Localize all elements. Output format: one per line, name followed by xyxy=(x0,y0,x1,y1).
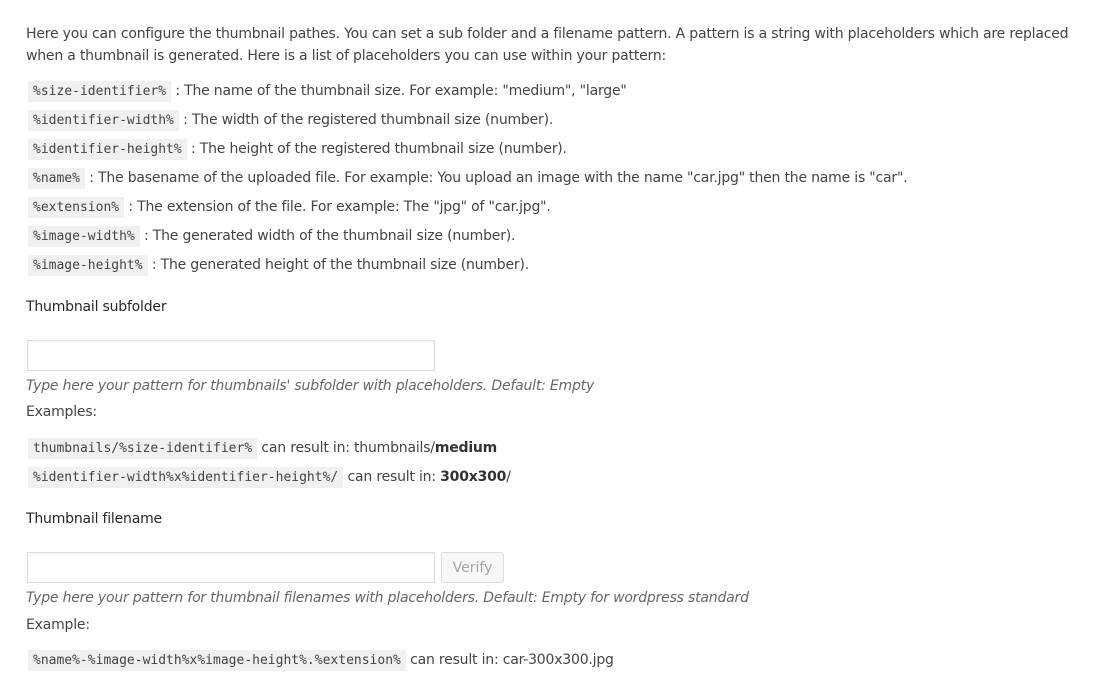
placeholder-description: : The name of the thumbnail size. For example: "medium", "large" xyxy=(175,83,627,99)
placeholder-row xyxy=(28,228,515,244)
placeholder-code: %extension% xyxy=(28,197,124,218)
placeholder-code: %identifier-height% xyxy=(28,139,187,160)
example-code: %identifier-width%x%identifier-height%/ xyxy=(28,467,343,488)
placeholder-row xyxy=(28,170,907,186)
subfolder-description: Type here your pattern for thumbnails' subfolder with placeholders. Default: Empty xyxy=(26,378,595,394)
placeholder-row xyxy=(28,112,553,128)
example-code: thumbnails/%size-identifier% xyxy=(28,438,257,459)
placeholder-description: : The generated width of the thumbnail size (number). xyxy=(144,228,516,244)
placeholder-row xyxy=(28,199,551,215)
example-suffix: / xyxy=(506,469,511,485)
example-prefix: can result in: thumbnails/ xyxy=(261,440,435,456)
placeholder-row xyxy=(28,83,627,99)
placeholder-code: %name% xyxy=(28,168,85,189)
example-result: medium xyxy=(434,440,498,456)
example-prefix: can result in: xyxy=(347,469,441,485)
placeholder-code: %identifier-width% xyxy=(28,110,179,131)
subfolder-examples-label: Examples: xyxy=(26,404,97,420)
subfolder-input[interactable] xyxy=(27,340,435,371)
verify-button[interactable]: Verify xyxy=(441,552,504,583)
filename-input[interactable] xyxy=(27,552,435,583)
filename-description: Type here your pattern for thumbnail filenames with placeholders. Default: Empty for wordpress standard xyxy=(26,590,749,606)
placeholder-code: %size-identifier% xyxy=(28,81,171,102)
placeholder-description: : The height of the registered thumbnail size (number). xyxy=(190,141,567,157)
placeholder-description: : The generated height of the thumbnail size (number). xyxy=(151,257,529,273)
subfolder-example-row xyxy=(28,440,497,456)
filename-label: Thumbnail filename xyxy=(26,511,162,527)
placeholder-row xyxy=(28,141,567,157)
example-result-text: can result in: car-300x300.jpg xyxy=(410,652,614,668)
subfolder-label: Thumbnail subfolder xyxy=(26,299,167,315)
example-code: %name%-%image-width%x%image-height%.%extension% xyxy=(28,650,406,671)
subfolder-example-row xyxy=(28,469,511,485)
placeholder-code: %image-height% xyxy=(28,255,148,276)
example-result: 300x300 xyxy=(440,469,507,485)
placeholder-code: %image-width% xyxy=(28,226,140,247)
filename-example-label: Example: xyxy=(26,617,90,633)
intro-text: Here you can configure the thumbnail pathes. You can set a sub folder and a filename pattern. A pattern is a string with placeholders which are replaced when a thumbnail is generated. Here is a list of placeholders you can use within your pattern: xyxy=(26,26,1069,64)
filename-example-row xyxy=(28,652,614,668)
placeholder-row xyxy=(28,257,529,273)
placeholder-description: : The extension of the file. For example: The "jpg" of "car.jpg". xyxy=(128,199,551,215)
placeholder-description: : The basename of the uploaded file. For example: You upload an image with the name "car.jpg" then the name is "car". xyxy=(89,170,908,186)
placeholder-description: : The width of the registered thumbnail size (number). xyxy=(183,112,554,128)
